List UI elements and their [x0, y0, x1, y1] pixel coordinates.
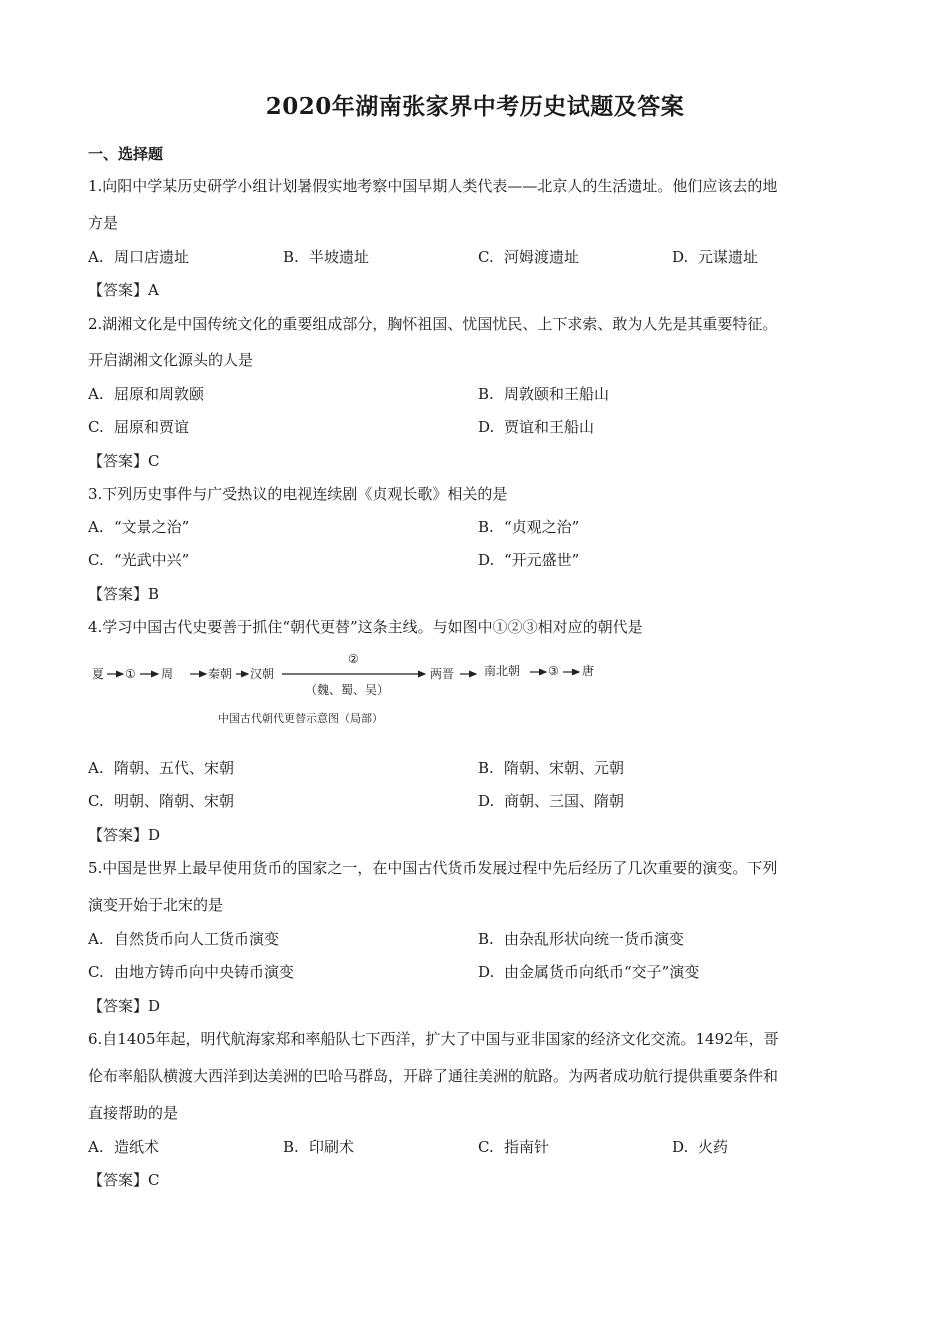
dynasty-xia: 夏 — [92, 667, 105, 681]
question-1-line-1: 1.向阳中学某历史研学小组计划暑假实地考察中国早期人类代表——北京人的生活遗址。他们应该去的地 — [88, 177, 778, 195]
question-6-option-a: A. 造纸术 — [88, 1138, 160, 1156]
question-5-option-a: A. 自然货币向人工货币演变 — [88, 930, 280, 948]
question-4-option-b: B. 隋朝、宋朝、元朝 — [478, 759, 625, 777]
question-3-option-b: B. “贞观之治” — [478, 518, 580, 536]
question-1-line-2: 方是 — [88, 214, 119, 232]
question-5-line-1: 5.中国是世界上最早使用货币的国家之一，在中国古代货币发展过程中先后经历了几次重要的演变。下列 — [88, 859, 778, 877]
question-4-option-c: C. 明朝、隋朝、宋朝 — [88, 792, 235, 810]
question-4-line-1: 4.学习中国古代史要善于抓住“朝代更替”这条主线。与如图中①②③相对应的朝代是 — [88, 618, 643, 636]
question-6-line-2: 伦布率船队横渡大西洋到达美洲的巴哈马群岛，开辟了通往美洲的航路。为两者成功航行提供重要条件和 — [88, 1067, 779, 1085]
question-5-answer: 【答案】D — [88, 997, 161, 1015]
question-1-option-d: D. 元谋遗址 — [672, 248, 759, 266]
question-2-option-a: A. 屈原和周敦颐 — [88, 385, 205, 403]
page-title: 2020年湖南张家界中考历史试题及答案 — [265, 93, 685, 120]
dynasty-blank-2: ② — [348, 652, 359, 666]
dynasty-jin: 两晋 — [430, 667, 455, 681]
question-5-option-b: B. 由杂乱形状向统一货币演变 — [478, 930, 685, 948]
question-2-option-c: C. 屈原和贾谊 — [88, 418, 190, 436]
question-6-line-1: 6.自1405年起，明代航海家郑和率船队七下西洋，扩大了中国与亚非国家的经济文化交流。1492年，哥 — [88, 1030, 779, 1048]
question-4-answer: 【答案】D — [88, 826, 161, 844]
question-5-line-2: 演变开始于北宋的是 — [88, 896, 224, 914]
question-2-option-d: D. 贾谊和王船山 — [478, 418, 595, 436]
dynasty-blank-1: ① — [125, 667, 136, 681]
dynasty-tang: 唐 — [582, 664, 595, 678]
question-6-option-d: D. 火药 — [672, 1138, 729, 1156]
question-6-option-c: C. 指南针 — [478, 1138, 550, 1156]
question-3-option-d: D. “开元盛世” — [478, 551, 580, 569]
question-1-answer: 【答案】A — [88, 281, 159, 299]
question-4-option-a: A. 隋朝、五代、宋朝 — [88, 759, 235, 777]
dynasty-han: 汉朝 — [250, 667, 275, 681]
dynasty-zhou: 周 — [161, 667, 174, 681]
question-2-line-1: 2.湖湘文化是中国传统文化的重要组成部分，胸怀祖国、忧国忧民、上下求索、敢为人先是其重要特征。 — [88, 315, 778, 333]
question-3-answer: 【答案】B — [88, 585, 160, 603]
dynasty-diagram — [90, 650, 630, 730]
diagram-caption: 中国古代朝代更替示意图（局部） — [218, 712, 383, 725]
question-1-option-a: A. 周口店遗址 — [88, 248, 190, 266]
question-3-line-1: 3.下列历史事件与广受热议的电视连续剧《贞观长歌》相关的是 — [88, 485, 508, 503]
question-5-option-d: D. 由金属货币向纸币“交子”演变 — [478, 963, 700, 981]
question-5-option-c: C. 由地方铸币向中央铸币演变 — [88, 963, 295, 981]
dynasty-nanbei: 南北朝 — [484, 664, 521, 678]
question-4-option-d: D. 商朝、三国、隋朝 — [478, 792, 625, 810]
question-6-line-3: 直接帮助的是 — [88, 1104, 179, 1122]
question-2-answer: 【答案】C — [88, 452, 160, 470]
question-3-option-c: C. “光武中兴” — [88, 551, 190, 569]
question-1-option-c: C. 河姆渡遗址 — [478, 248, 580, 266]
dynasty-blank-3: ③ — [548, 664, 559, 678]
question-2-line-2: 开启湖湘文化源头的人是 — [88, 351, 254, 369]
question-3-option-a: A. “文景之治” — [88, 518, 190, 536]
question-6-option-b: B. 印刷术 — [283, 1138, 355, 1156]
dynasty-qin: 秦朝 — [208, 667, 233, 681]
question-1-option-b: B. 半坡遗址 — [283, 248, 370, 266]
question-2-option-b: B. 周敦颐和王船山 — [478, 385, 610, 403]
dynasty-three-kingdoms: （魏、蜀、吴） — [305, 683, 390, 697]
question-6-answer: 【答案】C — [88, 1171, 160, 1189]
section-heading: 一、选择题 — [88, 145, 164, 163]
